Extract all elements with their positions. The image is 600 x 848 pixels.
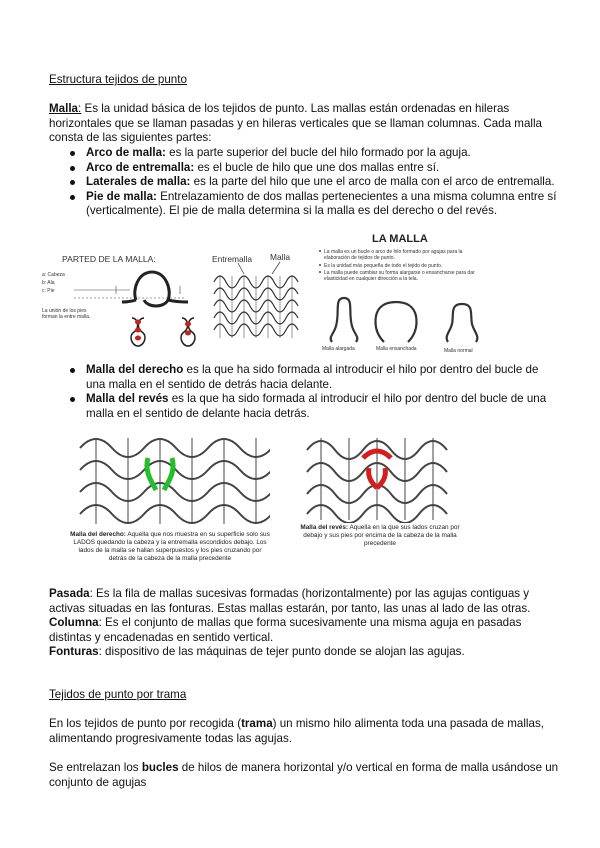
list-item-term: Laterales de malla: xyxy=(86,175,191,189)
knit-reves-icon xyxy=(295,428,465,523)
list-item xyxy=(49,146,559,161)
caption-reves xyxy=(295,524,465,548)
list-item-text: Entrelazamiento de dos mallas pertenecientes a una misma columna entre sí (verticalmente). El pie de malla determina si la malla es del derecho o del revés. xyxy=(86,189,557,218)
caption-term: Malla del revés: xyxy=(300,524,349,531)
loop-diagram-icon xyxy=(40,250,200,350)
fonturas-definition xyxy=(49,645,559,660)
loop-label-normal: Malla normal xyxy=(444,348,473,354)
list-item-term: Arco de entremalla: xyxy=(86,160,195,174)
loop-label-alargada: Malla alargada xyxy=(322,346,355,352)
knit-mesh-icon xyxy=(208,250,310,345)
la-malla-note-1: La malla es un bucle o arco de hilo formado por agujas para la elaboración de tejidos de punto. xyxy=(324,249,463,262)
malla-label: Malla xyxy=(270,252,291,262)
list-item-term: Malla del derecho xyxy=(86,363,184,376)
malla-parts-list xyxy=(49,146,559,219)
pasada-text: : Es la fila de mallas sucesivas formadas (horizontalmente) por las agujas contiguas y activas situadas en las fonturas. Estas mallas estarán, por tanto, las unas al lado de las otras. xyxy=(49,587,531,615)
parted-label-a: a: Cabeza xyxy=(42,272,65,278)
list-item-text: es la parte superior del bucle del hilo formado por la aguja. xyxy=(165,146,471,159)
caption-text: Aquella en la que sus lados cruzan por debajo y sus pies por encima de la cabeza de la malla precedente xyxy=(303,524,460,547)
fonturas-text: : dispositivo de las máquinas de tejer punto donde se alojan las agujas. xyxy=(98,645,465,658)
malla-colon: : xyxy=(78,102,82,115)
la-malla-title: LA MALLA xyxy=(372,233,428,245)
caption-derecho xyxy=(70,531,270,563)
list-item-text: es la que ha sido formada al introducir el hilo por dentro del bucle de una malla en el sentido de detrás hacia delante. xyxy=(86,363,539,391)
columna-text: : Es el conjunto de mallas que forma sucesivamente una misma aguja en pasadas distintas y encadenadas en sentido vertical. xyxy=(49,616,522,644)
list-item xyxy=(49,392,559,421)
paragraph-text: de hilos de manera horizontal y/o vertical en forma de malla usándose un conjunto de agujas xyxy=(49,761,559,789)
paragraph-text: ) un mismo hilo alimenta toda una pasada de mallas, alimentando progresivamente todas las agujas. xyxy=(49,717,544,745)
parted-note: La unión de los pies forman la entre malla. xyxy=(42,308,91,321)
list-item xyxy=(49,161,559,176)
list-item-term: Arco de malla: xyxy=(86,146,166,159)
trama-paragraph-2 xyxy=(49,761,559,790)
parted-label-c: c: Pie xyxy=(42,288,55,294)
columna-term: Columna xyxy=(49,616,99,629)
figure-malla-derecho xyxy=(70,428,270,573)
parted-label-b: b: Ala xyxy=(42,280,55,286)
pasada-term: Pasada xyxy=(49,587,90,600)
figure-malla-reves xyxy=(295,428,465,558)
paragraph-text: En los tejidos de punto por recogida ( xyxy=(49,717,242,730)
figure-parted-malla xyxy=(40,250,200,350)
pasada-definition xyxy=(49,587,559,616)
paragraph-text: Se entrelazan los xyxy=(49,761,142,774)
loop-label-ensanchada: Malla ensanchada xyxy=(376,346,417,352)
fonturas-term: Fonturas xyxy=(49,645,99,658)
list-item-text: es la parte del hilo que une el arco de malla con el arco de entremalla. xyxy=(190,175,555,189)
loop-shapes-icon xyxy=(314,232,494,357)
la-malla-note-2: Es la unidad más pequeña de todo el tejido de punto. xyxy=(324,263,443,269)
entremalla-label: Entremalla xyxy=(212,254,253,264)
bucles-term: bucles xyxy=(141,761,179,774)
trama-paragraph-1 xyxy=(49,717,559,746)
list-item xyxy=(49,190,559,219)
caption-text: Aquella que nos muestra en su superficie solo sus LADOS quedando la cabeza y la entremalla escondidos debajo. Los lados de la malla se hallan superpuestos y los pies cruzando por detrás de la cabeza de la malla precedente xyxy=(73,531,270,562)
list-item-term: Malla del revés xyxy=(86,392,169,406)
section-heading-trama: Tejidos de punto por trama xyxy=(49,688,187,701)
columna-definition xyxy=(49,616,559,645)
list-item-text: es la que ha sido formada al introducir el hilo por dentro del bucle de una malla en el sentido de delante hacia detrás. xyxy=(86,392,547,420)
malla-types-list xyxy=(49,363,559,421)
list-item xyxy=(49,175,559,190)
list-item-term: Pie de malla: xyxy=(86,189,157,203)
figure-la-malla xyxy=(314,232,494,357)
caption-term: Malla del derecho: xyxy=(70,531,126,538)
malla-term: Malla xyxy=(49,102,78,115)
list-item xyxy=(49,363,559,392)
malla-definition-text: Es la unidad básica de los tejidos de punto. Las mallas están ordenadas en hileras horizontales que se llaman pasadas y en hileras verticales que se llaman columnas. Cada malla consta de las siguientes partes: xyxy=(49,102,543,145)
malla-definition xyxy=(49,102,559,146)
parted-title: PARTED DE LA MALLA: xyxy=(62,254,156,264)
knit-derecho-icon xyxy=(70,428,270,528)
trama-term: trama xyxy=(241,717,273,730)
figure-entremalla xyxy=(208,250,310,345)
la-malla-note-3: La malla puede cambiar su forma alargarse o ensancharse para dar elasticidad en cualquier dirección a la tela. xyxy=(324,270,475,283)
section-heading-estructura: Estructura tejidos de punto xyxy=(49,73,187,86)
list-item-text: es el bucle de hilo que une dos mallas entre sí. xyxy=(194,160,440,174)
